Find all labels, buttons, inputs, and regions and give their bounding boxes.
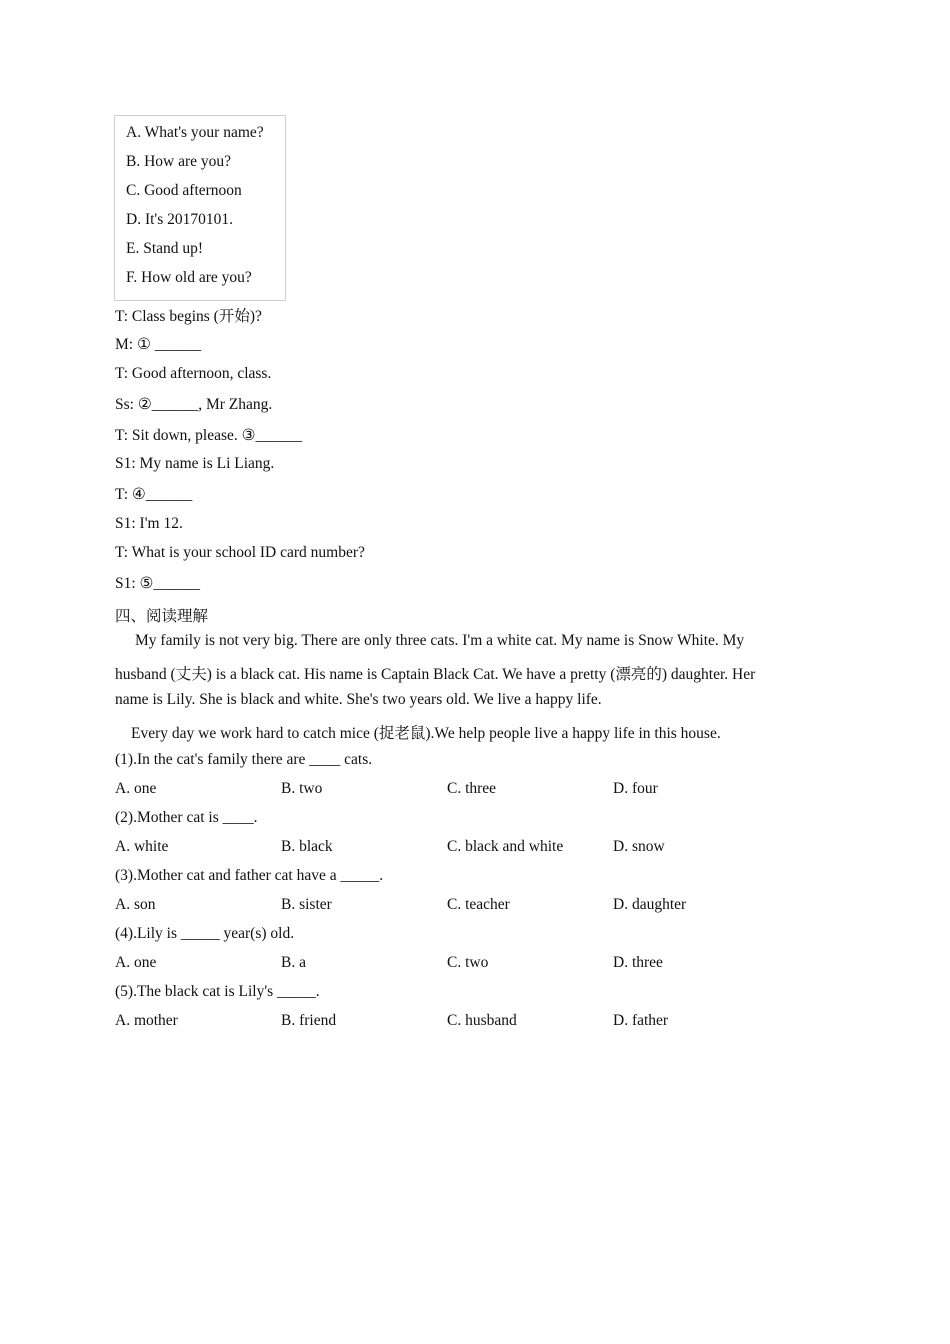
choice-a: A. white [115, 838, 169, 855]
dialogue-line: T: Good afternoon, class. [115, 365, 272, 382]
dialogue-line: S1: I'm 12. [115, 515, 183, 532]
option-b: B. How are you? [126, 153, 232, 170]
dialogue-line: S1: ⑤______ [115, 575, 200, 592]
passage-line: husband (丈夫) is a black cat. His name is Captain Black Cat. We have a pretty (漂亮的) daughter. Her [115, 666, 756, 683]
choice-d: D. snow [613, 838, 665, 855]
dialogue-line: T: Class begins (开始)? [115, 308, 262, 325]
choice-c: C. three [447, 780, 497, 797]
choice-c: C. teacher [447, 896, 510, 913]
answer-option-box [114, 115, 286, 301]
choice-a: A. mother [115, 1012, 178, 1029]
choice-b: B. sister [281, 896, 332, 913]
choice-b: B. friend [281, 1012, 337, 1029]
choice-a: A. one [115, 954, 157, 971]
dialogue-line: Ss: ②______, Mr Zhang. [115, 396, 273, 413]
choice-b: B. a [281, 954, 306, 971]
choice-c: C. black and white [447, 838, 564, 855]
passage-line: My family is not very big. There are only three cats. I'm a white cat. My name is Snow White. My [135, 632, 745, 649]
option-e: E. Stand up! [126, 240, 204, 257]
question-stem: (3).Mother cat and father cat have a _____. [115, 867, 384, 884]
option-f: F. How old are you? [126, 269, 252, 286]
option-c: C. Good afternoon [126, 182, 242, 199]
option-a: A. What's your name? [126, 124, 264, 141]
question-stem: (1).In the cat's family there are ____ cats. [115, 751, 373, 768]
choice-b: B. black [281, 838, 333, 855]
choice-d: D. daughter [613, 896, 687, 913]
choice-d: D. four [613, 780, 658, 797]
choice-c: C. two [447, 954, 489, 971]
choice-a: A. one [115, 780, 157, 797]
dialogue-line: T: ④______ [115, 486, 193, 503]
option-d: D. It's 20170101. [126, 211, 233, 228]
dialogue-line: T: What is your school ID card number? [115, 544, 365, 561]
dialogue-line: T: Sit down, please. ③______ [115, 427, 303, 444]
dialogue-line: M: ① ______ [115, 336, 202, 353]
section-heading: 四、阅读理解 [115, 608, 209, 625]
choice-c: C. husband [447, 1012, 517, 1029]
choice-d: D. father [613, 1012, 669, 1029]
question-stem: (2).Mother cat is ____. [115, 809, 258, 826]
question-stem: (5).The black cat is Lily's _____. [115, 983, 320, 1000]
passage-line: name is Lily. She is black and white. She's two years old. We live a happy life. [115, 691, 602, 708]
choice-b: B. two [281, 780, 323, 797]
question-stem: (4).Lily is _____ year(s) old. [115, 925, 295, 942]
choice-d: D. three [613, 954, 663, 971]
dialogue-line: S1: My name is Li Liang. [115, 455, 275, 472]
choice-a: A. son [115, 896, 156, 913]
passage-line: Every day we work hard to catch mice (捉老鼠).We help people live a happy life in this house. [131, 725, 721, 742]
